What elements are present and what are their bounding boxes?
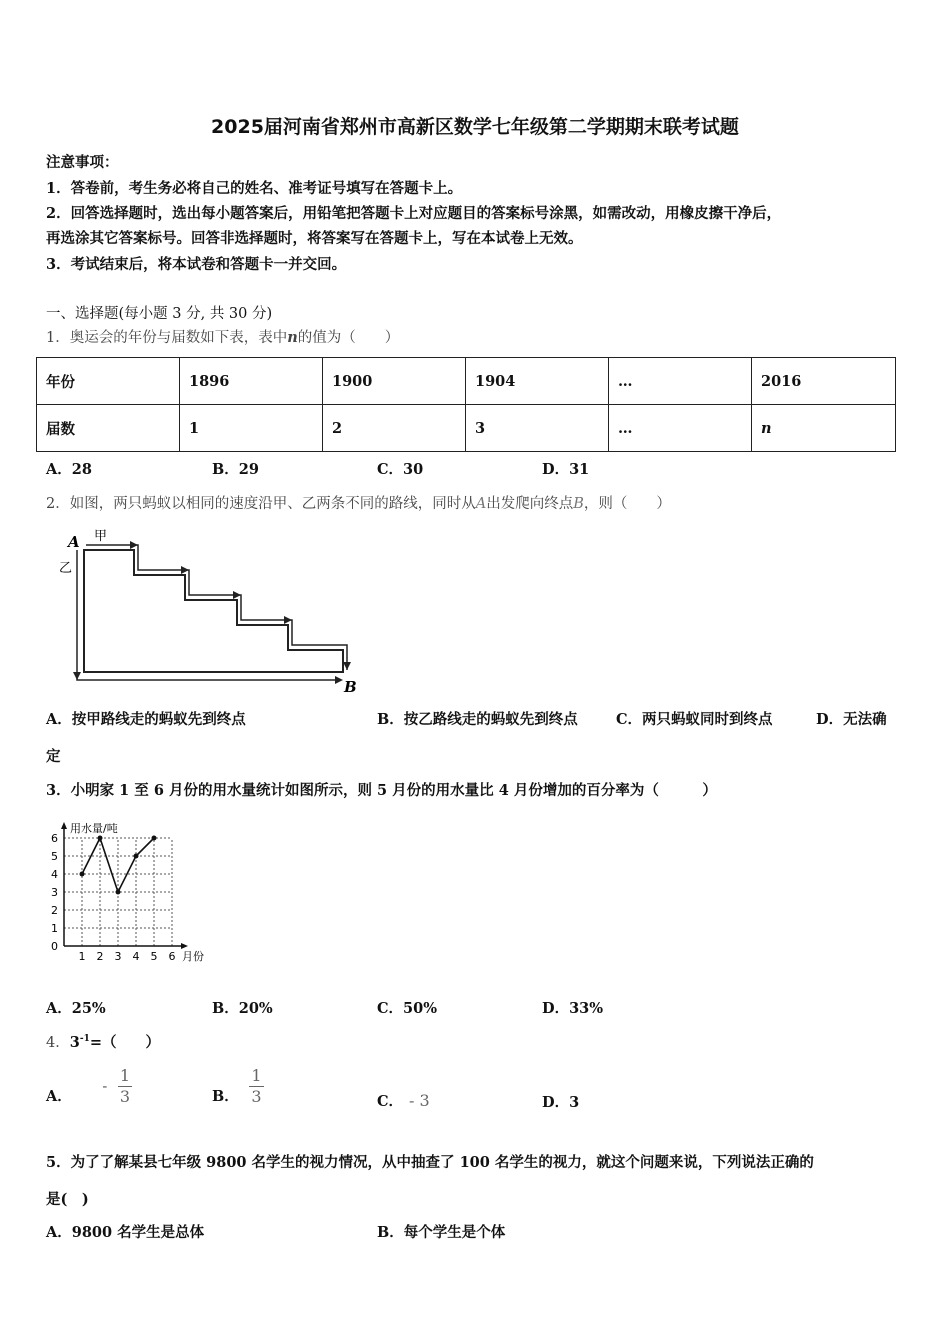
table-cell: 年份	[37, 358, 180, 405]
q1-option-d[interactable]: D．31	[542, 461, 590, 478]
q1-stem-part: 1．奥运会的年份与届数如下表，表中	[46, 330, 288, 346]
q2-stem-part: 出发爬向终点	[486, 496, 574, 512]
label-b: B	[344, 678, 357, 696]
notice-item: 1．答卷前，考生务必将自己的姓名、准考证号填写在答题卡上。	[46, 180, 463, 197]
q4-option-b-label: B．	[212, 1088, 239, 1105]
arrow-icon	[284, 616, 292, 624]
q3-option-d[interactable]: D．33%	[542, 1000, 604, 1017]
table-cell: …	[609, 358, 752, 405]
data-point	[80, 872, 85, 877]
fraction-denominator: 3	[119, 1087, 131, 1106]
table-cell: 1900	[323, 358, 466, 405]
y-axis-label: 用水量/吨	[70, 822, 118, 835]
data-point	[152, 836, 157, 841]
y-tick-label: 2	[51, 904, 58, 917]
q2-stem-point-a: A	[475, 496, 487, 512]
fraction-numerator: 1	[251, 1066, 262, 1085]
x-axis-label: 月份	[182, 950, 204, 963]
q2-stem-point-b: B	[573, 496, 584, 512]
q3-option-b[interactable]: B．20%	[212, 1000, 273, 1017]
x-tick-label: 4	[132, 950, 140, 963]
q4-number: 4．	[46, 1035, 70, 1051]
question-2-stem	[46, 492, 671, 513]
table-row	[37, 358, 896, 405]
table-cell: 2016	[752, 358, 896, 405]
arrow-icon	[130, 541, 138, 549]
y-tick-label: 0	[51, 940, 58, 953]
staircase-outline	[84, 550, 343, 672]
route-jia	[86, 545, 347, 670]
q4-option-b[interactable]	[212, 1066, 264, 1107]
question-5-stem: 5．为了了解某县七年级 9800 名学生的视力情况，从中抽查了 100 名学生的视力，就这个问题来说，下列说法正确的	[46, 1154, 814, 1171]
x-tick-label: 2	[96, 950, 104, 963]
q2-option-a[interactable]: A．按甲路线走的蚂蚁先到终点	[46, 711, 246, 728]
notice-item: 2．回答选择题时，选出每小题答案后，用铅笔把答题卡上对应题目的答案标号涂黑，如需改动，用橡皮擦干净后，	[46, 205, 782, 222]
section-heading: 一、选择题(每小题 3 分, 共 30 分)	[46, 306, 273, 322]
x-tick-label: 1	[78, 950, 86, 963]
q4-option-a[interactable]	[46, 1066, 132, 1107]
question-1-stem	[46, 326, 399, 347]
arrow-icon	[335, 676, 343, 684]
data-point	[116, 890, 121, 895]
question-4-stem	[46, 1031, 160, 1052]
q4-option-c-label: C．	[377, 1093, 404, 1110]
fraction	[118, 1066, 132, 1107]
q1-option-a[interactable]: A．28	[46, 461, 92, 478]
table-cell: 1904	[466, 358, 609, 405]
table-cell: 届数	[37, 405, 180, 452]
table-cell: 2	[323, 405, 466, 452]
table-cell: n	[752, 405, 896, 452]
fraction-denominator: 3	[251, 1087, 262, 1106]
data-point	[134, 854, 139, 859]
x-tick-label: 5	[150, 950, 158, 963]
y-tick-label: 4	[51, 868, 58, 881]
label-a: A	[68, 533, 80, 551]
fraction-numerator: 1	[119, 1066, 131, 1085]
label-jia: 甲	[94, 529, 108, 544]
q2-option-c[interactable]: C．两只蚂蚁同时到终点	[616, 711, 773, 728]
q4-option-c[interactable]	[377, 1090, 430, 1111]
staircase-figure	[46, 522, 366, 697]
q2-stem-part: 2．如图，两只蚂蚁以相同的速度沿甲、乙两条不同的路线，同时从	[46, 496, 476, 512]
route-yi	[77, 550, 341, 680]
y-tick-label: 6	[51, 832, 58, 845]
q1-stem-variable: n	[287, 329, 298, 346]
y-tick-label: 5	[51, 850, 58, 863]
q4-tail: =（ ）	[89, 1034, 160, 1051]
q1-stem-part: 的值为（ ）	[297, 330, 400, 346]
question-3-stem: 3．小明家 1 至 6 月份的用水量统计如图所示，则 5 月份的用水量比 4 月份增加的百分率为（ ）	[46, 782, 717, 799]
q2-option-b[interactable]: B．按乙路线走的蚂蚁先到终点	[377, 711, 578, 728]
q5-option-a[interactable]: A．9800 名学生是总体	[46, 1224, 205, 1241]
fraction	[249, 1066, 263, 1107]
page-title: 2025届河南省郑州市高新区数学七年级第二学期期末联考试题	[211, 116, 739, 138]
arrow-icon	[181, 566, 189, 574]
data-point	[98, 836, 103, 841]
label-yi: 乙	[59, 561, 73, 576]
q4-option-d[interactable]: D．3	[542, 1094, 580, 1111]
arrow-icon	[73, 672, 81, 680]
y-tick-label: 3	[51, 886, 58, 899]
q3-option-c[interactable]: C．50%	[377, 1000, 437, 1017]
x-tick-label: 3	[114, 950, 122, 963]
arrow-icon	[343, 662, 351, 670]
table-cell: 1	[180, 405, 323, 452]
q2-option-d[interactable]: D．无法确	[816, 711, 887, 728]
notice-item: 3．考试结束后，将本试卷和答题卡一并交回。	[46, 256, 347, 273]
q4-option-a-label: A．	[46, 1088, 72, 1105]
question-5-stem-cont: 是( )	[46, 1191, 89, 1208]
table-cell: …	[609, 405, 752, 452]
q2-stem-part: ，则（ ）	[583, 496, 671, 512]
q1-option-c[interactable]: C．30	[377, 461, 424, 478]
y-axis-arrow-icon	[61, 822, 67, 829]
q4-base: 3	[69, 1034, 80, 1051]
q4-option-a-sign: -	[102, 1078, 108, 1095]
q2-option-d-wrap: 定	[46, 748, 61, 765]
q1-option-b[interactable]: B．29	[212, 461, 259, 478]
notice-item: 再选涂其它答案标号。回答非选择题时，将答案写在答题卡上，写在本试卷上无效。	[46, 230, 583, 247]
q5-option-b[interactable]: B．每个学生是个体	[377, 1224, 506, 1241]
x-axis-arrow-icon	[181, 943, 188, 949]
q4-exponent: -1	[79, 1034, 90, 1045]
water-usage-chart	[46, 812, 226, 967]
olympics-table	[36, 357, 896, 452]
arrow-icon	[233, 591, 241, 599]
notice-heading: 注意事项：	[46, 154, 119, 171]
x-tick-label: 6	[168, 950, 176, 963]
table-cell: 1896	[180, 358, 323, 405]
q4-option-c-value: - 3	[409, 1091, 430, 1110]
y-tick-label: 1	[51, 922, 58, 935]
table-cell: 3	[466, 405, 609, 452]
table-row	[37, 405, 896, 452]
q3-option-a[interactable]: A．25%	[46, 1000, 106, 1017]
